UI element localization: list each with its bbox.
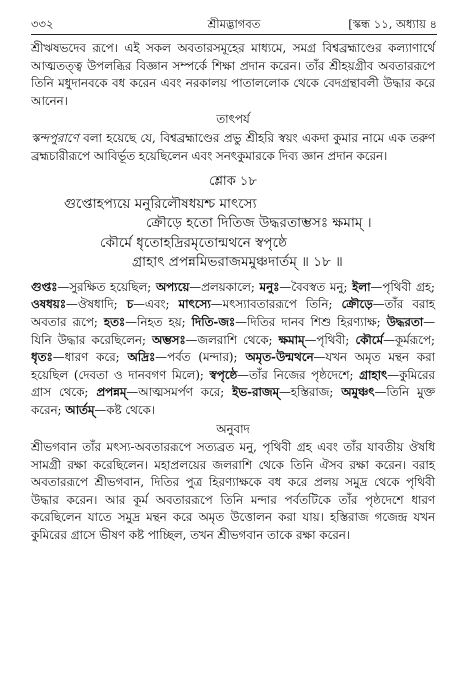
synonym-meaning: জলরাশি থেকে; [197, 332, 279, 347]
synonym-word: ক্রৌড়ে [341, 297, 373, 312]
synonym-word: মাৎস্যে [178, 297, 211, 312]
synonym-meaning: মৎস্যাবতাররূপে তিনি; [222, 297, 342, 312]
intro-paragraph: শ্রীঋষভদেব রূপে। এই সকল অবতারসমূহের মাধ্যমে, সমগ্র বিশ্বব্রহ্মাণ্ডের কল্যাণার্থে আত্মতত্ত্ব উপলব্ধির বিজ্ঞান সম্পর্কে শিক্ষা প্রদান করেন। তাঁর শ্রীহয়গ্রীব অবতাররূপে তিনি মধুদানবকে বধ করেন এবং নরকালয় পাতাললোক থেকে বেদগ্রন্থাবলী উদ্ধার করে আনেন। [31, 41, 435, 108]
synonym-meaning: আত্মসমর্পণ করে; [138, 385, 233, 400]
synonym-word: অম্ভসঃ [151, 332, 186, 347]
section-reference: [স্কন্ধ ১১, অধ্যায় ৪ [348, 17, 437, 31]
purport-source: স্কন্দপুরাণে [31, 130, 79, 145]
synonym-meaning: বৈবস্বত মনু; [291, 279, 353, 294]
synonym-word: গ্রাহাৎ [359, 367, 388, 382]
synonym-meaning: দিতির দানব শিশু হিরণ্যাক্ষ; [246, 314, 387, 329]
synonym-meaning: তাঁর বরাহ অবতার রূপে; [31, 297, 435, 329]
synonym-word: আর্তম্ [65, 402, 95, 417]
verse-title: শ্লোক ১৮ [209, 174, 257, 190]
synonym-word: ইভ-রাজম্ [232, 385, 279, 400]
synonym-meaning: কুমিরের গ্রাস থেকে; [31, 367, 435, 400]
synonym-meaning: কষ্ট থেকে। [106, 402, 155, 417]
synonym-meaning: প্রলয়কালে; [201, 279, 260, 294]
purport-text: বলা হয়েছে যে, বিশ্বব্রহ্মাণ্ডের প্রভু শ্রীহরি স্বয়ং একদা কুমার নামে এক তরুণ ব্রহ্মচারীরূপে আবির্ভূত হয়েছিলেন এবং সনৎকুমারকে দিব্য জ্ঞান প্রদান করেন। [31, 130, 435, 163]
synonym-word: ক্ষমাম্ [278, 332, 305, 347]
page-header [31, 16, 437, 32]
synonym-word: হতঃ [103, 314, 126, 329]
synonym-meaning: হস্তিরাজ; [290, 385, 342, 400]
synonym-word: চ [126, 297, 134, 312]
verse-line: গুপ্তোহপ্যয়ে মনুরিলৌষধয়শ্চ মাৎস্যে [64, 195, 257, 212]
synonym-word: অমৃত-উন্মথনে [245, 350, 314, 365]
purport-paragraph [31, 130, 435, 165]
translation-paragraph: শ্রীভগবান তাঁর মৎস্য-অবতাররূপে সত্যব্রত মনু, পৃথিবী গ্রহ এবং তাঁর যাবতীয় ঔষধি সামগ্রী রক্ষা করেছিলেন। মহাপ্রলয়ের জলরাশি থেকে তিনি ঐসব রক্ষা করেন। বরাহ অবতাররূপে শ্রীভগবান, দিতির পুত্র হিরণ্যাক্ষকে বধ করে প্রলয় সমুদ্র থেকে পৃথিবী উদ্ধার করেন। আর কূর্ম অবতাররূপে তিনি মন্দার পর্বতটিকে তাঁর পৃষ্ঠদেশে ধারণ করেছিলেন যাতে সমুদ্র মন্থন করে অমৃত উত্তোলন করা যায়। হস্তিরাজ গজেন্দ্র যখন কুমিরের গ্রাসে ভীষণ কষ্ট পাচ্ছিল, তখন শ্রীভগবান তাকে রক্ষা করেন। [31, 440, 435, 543]
synonym-word: প্রপন্নম্ [96, 385, 127, 400]
synonym-meaning: ঔষধাদি; [77, 297, 127, 312]
synonym-meaning: নিহত হয়; [137, 314, 192, 329]
synonym-word: গুপ্তঃ [31, 279, 58, 294]
synonym-meaning: পর্বত (মন্দার); [167, 350, 246, 365]
synonym-word: কৌর্মে [355, 332, 384, 347]
translation-title: অনুবাদ [216, 421, 250, 436]
book-title: শ্রীমদ্ভাগবত [207, 17, 261, 31]
synonym-word: ওষধয়ঃ [31, 297, 67, 312]
synonym-meaning: পৃথিবী; [316, 332, 356, 347]
synonym-meaning: তিনি মুক্ত করেন; [31, 385, 436, 417]
header-divider [31, 34, 437, 35]
verse-line: গ্রাহাৎ প্রপন্নমিভরাজমমুঞ্চদার্তম্ ॥ ১৮ ॥ [132, 254, 343, 271]
synonym-meaning: যিনি উদ্ধার করেছিলেন; [31, 332, 152, 347]
synonym-word: ইলা [352, 279, 371, 294]
purport-title: তাৎপর্য [216, 112, 250, 127]
synonym-meaning: তাঁর নিজের পৃষ্ঠদেশে; [248, 367, 360, 382]
synonym-meaning: পৃথিবী গ্রহ; [382, 279, 435, 294]
synonym-word: অদ্রিঃ [127, 350, 156, 365]
synonym-word: মনুঃ [259, 279, 280, 294]
synonym-meaning: এবং; [144, 297, 179, 312]
synonym-word: ধৃতঃ [31, 350, 53, 365]
verse-line: কৌর্মে ধৃতোহদ্রিরমৃতোন্মথনে স্বপৃষ্ঠে [100, 234, 287, 251]
synonyms-paragraph: গুপ্তঃ—সুরক্ষিত হয়েছিল; অপ্যয়ে—প্রলয়কালে; মনুঃ—বৈবস্বত মনু; ইলা—পৃথিবী গ্রহ; ওষধয়ঃ—ঔষধাদি; চ—এবং; মাৎস্যে—মৎস্যাবতাররূপে তিনি; ক্রৌড়ে—তাঁর বরাহ অবতার রূপে; হতঃ—নিহত হয়; দিতি-জঃ—দিতির দানব শিশু হিরণ্যাক্ষ; উদ্ধরতা—যিনি উদ্ধার করেছিলেন; অম্ভসঃ—জলরাশি থেকে; ক্ষমাম্—পৃথিবী; কৌর্মে—কূর্মরূপে; ধৃতঃ—ধারণ করে; অদ্রিঃ—পর্বত (মন্দার); অমৃত-উন্মথনে—যখন অমৃত মন্থন করা হয়েছিল (দেবতা ও দানবগণ মিলে); স্বপৃষ্ঠে—তাঁর নিজের পৃষ্ঠদেশে; গ্রাহাৎ—কুমিরের গ্রাস থেকে; প্রপন্নম্—আত্মসমর্পণ করে; ইভ-রাজম্—হস্তিরাজ; অমুঞ্চৎ—তিনি মুক্ত করেন; আর্তম্—কষ্ট থেকে। [31, 279, 436, 417]
synonym-meaning: কূর্মরূপে; [394, 332, 435, 347]
synonym-meaning: যখন অমৃত মন্থন করা হয়েছিল (দেবতা ও দানবগণ মিলে); [31, 350, 435, 382]
page-content [31, 40, 435, 545]
synonym-word: দিতি-জঃ [191, 314, 236, 329]
synonym-word: অমুঞ্চৎ [341, 385, 375, 400]
synonym-meaning: সুরক্ষিত হয়েছিল; [69, 279, 156, 294]
synonym-word: স্বপৃষ্ঠে [209, 367, 238, 382]
page-number: ৩৩২ [31, 17, 54, 31]
synonym-meaning: ধারণ করে; [64, 350, 128, 365]
verse-line: ক্রৌড়ে হতো দিতিজ উদ্ধরতাম্ভসঃ ক্ষমাম্ । [146, 215, 372, 232]
synonym-word: অপ্যয়ে [155, 279, 190, 294]
synonym-word: উদ্ধরতা [386, 314, 424, 329]
